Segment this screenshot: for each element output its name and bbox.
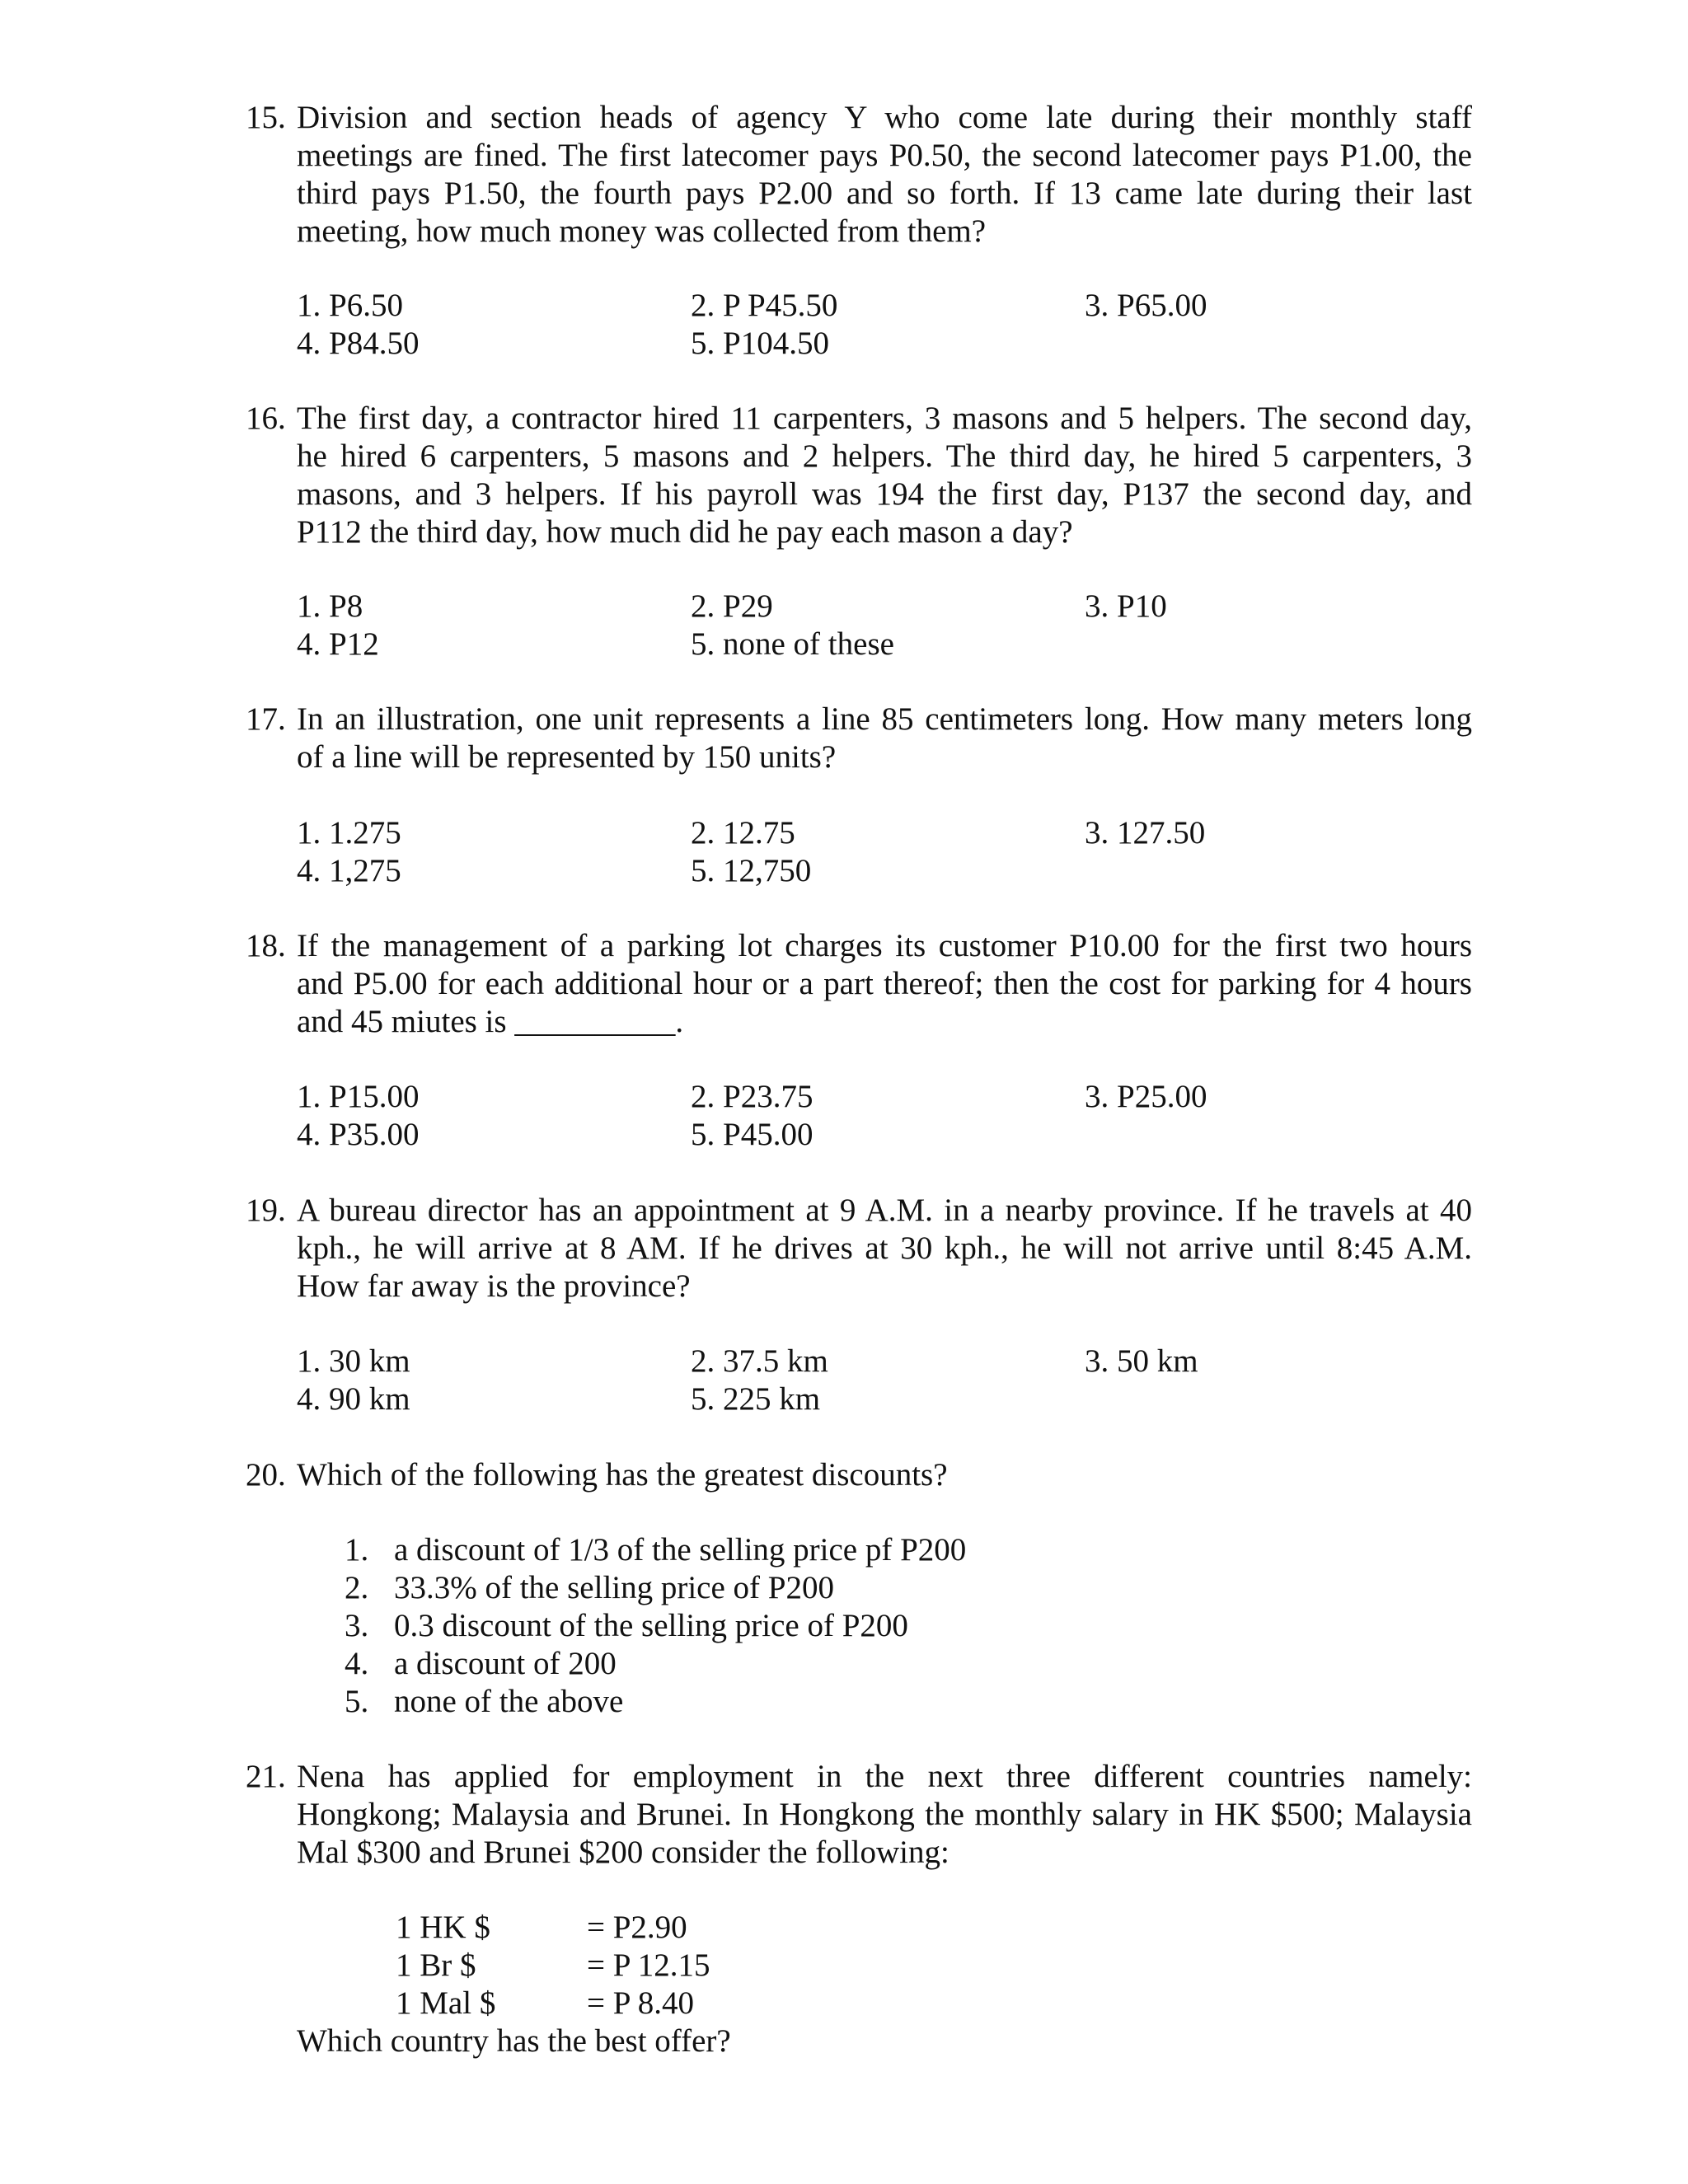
choice: 2. 12.75 (691, 815, 795, 851)
choice: 1. 1.275 (297, 815, 401, 851)
question-number: 16. (246, 401, 286, 436)
question-line: Nena has applied for employment in the next three different countries namely: (297, 1759, 1472, 1794)
choice: 4. P12 (297, 626, 379, 662)
question-text (297, 1456, 1472, 1494)
choice: 5. P104.50 (691, 326, 829, 361)
question-number: 20. (246, 1457, 286, 1493)
closing-question: Which country has the best offer? (297, 2023, 731, 2059)
question-text (297, 1758, 1472, 1872)
question-number: 18. (246, 928, 286, 963)
choice: 4. 1,275 (297, 853, 401, 888)
question-20 (246, 1456, 1472, 1494)
list-item-number: 3. (345, 1608, 369, 1643)
question-text (297, 1192, 1472, 1305)
question-line: Division and section heads of agency Y who come late during their monthly staff (297, 100, 1472, 135)
choice: 5. 12,750 (691, 853, 812, 888)
choice: 3. 50 km (1085, 1343, 1198, 1379)
question-line: and P5.00 for each additional hour or a part thereof; then the cost for parking for 4 hours (297, 966, 1472, 1001)
question-line: P112 the third day, how much did he pay each mason a day? (297, 514, 1073, 550)
question-text (297, 99, 1472, 251)
question-line: he hired 6 carpenters, 5 masons and 2 helpers. The third day, he hired 5 carpenters, 3 (297, 438, 1472, 474)
choice: 3. 127.50 (1085, 815, 1206, 851)
question-number: 17. (246, 701, 286, 737)
question-line: Which of the following has the greatest discounts? (297, 1457, 948, 1493)
question-line: A bureau director has an appointment at 9 A.M. in a nearby province. If he travels at 40 (297, 1193, 1472, 1228)
currency-label: 1 Br $ (396, 1947, 476, 1983)
choice: 5. none of these (691, 626, 894, 662)
list-item-text: a discount of 200 (394, 1646, 617, 1681)
question-18 (246, 927, 1472, 1041)
choice: 3. P65.00 (1085, 288, 1207, 323)
question-15 (246, 99, 1472, 251)
question-text (297, 400, 1472, 551)
question-number: 15. (246, 100, 286, 135)
choice: 4. P35.00 (297, 1117, 420, 1152)
question-line: masons, and 3 helpers. If his payroll was 194 the first day, P137 the second day, and (297, 476, 1472, 512)
list-item-number: 5. (345, 1684, 369, 1719)
currency-label: 1 Mal $ (396, 1985, 496, 2021)
question-19 (246, 1192, 1472, 1305)
question-line: meeting, how much money was collected from them? (297, 213, 987, 249)
question-text (297, 927, 1472, 1041)
question-16 (246, 400, 1472, 551)
question-line: How far away is the province? (297, 1268, 691, 1304)
list-item-text: 0.3 discount of the selling price of P200 (394, 1608, 908, 1643)
list-item-number: 2. (345, 1570, 369, 1605)
choice: 2. P29 (691, 588, 773, 624)
choice: 1. P8 (297, 588, 363, 624)
question-text (297, 701, 1472, 776)
question-line: and 45 miutes is __________. (297, 1004, 684, 1039)
currency-value: = P 8.40 (587, 1985, 694, 2021)
choice: 2. P P45.50 (691, 288, 838, 323)
list-item-text: a discount of 1/3 of the selling price pf P200 (394, 1532, 967, 1568)
choice: 5. P45.00 (691, 1117, 814, 1152)
choice: 3. P10 (1085, 588, 1167, 624)
question-number: 21. (246, 1759, 286, 1794)
question-line: Hongkong; Malaysia and Brunei. In Hongkong the monthly salary in HK $500; Malaysia (297, 1797, 1472, 1832)
currency-value: = P2.90 (587, 1910, 687, 1945)
list-item-number: 4. (345, 1646, 369, 1681)
question-line: Mal $300 and Brunei $200 consider the following: (297, 1835, 950, 1870)
question-line: of a line will be represented by 150 units? (297, 739, 837, 775)
question-number: 19. (246, 1193, 286, 1228)
list-item-text: none of the above (394, 1684, 624, 1719)
list-item-number: 1. (345, 1532, 369, 1568)
question-line: meetings are fined. The first latecomer pays P0.50, the second latecomer pays P1.00, the (297, 138, 1472, 173)
list-item-text: 33.3% of the selling price of P200 (394, 1570, 834, 1605)
question-line: In an illustration, one unit represents a line 85 centimeters long. How many meters long (297, 701, 1472, 737)
choice: 5. 225 km (691, 1381, 821, 1417)
choice: 4. P84.50 (297, 326, 420, 361)
question-17 (246, 701, 1472, 776)
question-line: kph., he will arrive at 8 AM. If he drives at 30 kph., he will not arrive until 8:45 A.M. (297, 1230, 1472, 1266)
question-21 (246, 1758, 1472, 1872)
choice: 1. P15.00 (297, 1079, 420, 1114)
question-line: If the management of a parking lot charges its customer P10.00 for the first two hours (297, 928, 1472, 963)
choice: 2. P23.75 (691, 1079, 814, 1114)
currency-label: 1 HK $ (396, 1910, 490, 1945)
choice: 3. P25.00 (1085, 1079, 1207, 1114)
choice: 2. 37.5 km (691, 1343, 828, 1379)
question-line: The first day, a contractor hired 11 carpenters, 3 masons and 5 helpers. The second day, (297, 401, 1472, 436)
choice: 1. 30 km (297, 1343, 410, 1379)
choice: 1. P6.50 (297, 288, 403, 323)
choice: 4. 90 km (297, 1381, 410, 1417)
question-line: third pays P1.50, the fourth pays P2.00 and so forth. If 13 came late during their last (297, 176, 1472, 211)
currency-value: = P 12.15 (587, 1947, 710, 1983)
